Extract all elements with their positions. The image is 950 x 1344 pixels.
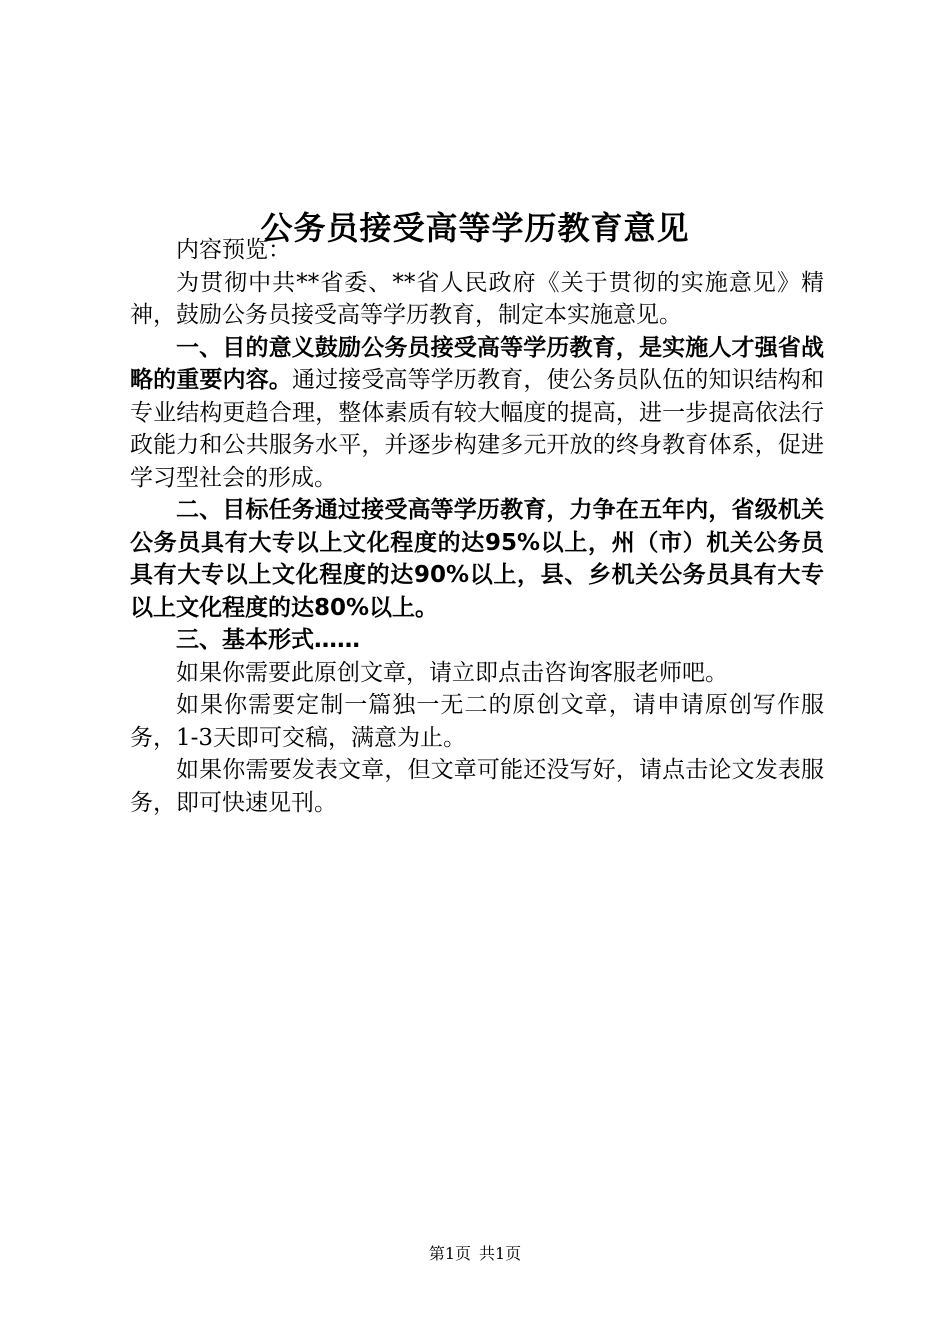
page-number: 第1页 — [428, 1244, 471, 1263]
promo-paragraph-2: 如果你需要定制一篇独一无二的原创文章，请申请原创写作服务，1-3天即可交稿，满意为止。 — [130, 692, 824, 751]
section-2-paragraph: 二、目标任务通过接受高等学历教育，力争在五年内，省级机关公务员具有大专以上文化程度的达95%以上，州（市）机关公务员具有大专以上文化程度的达90%以上，县、乡机关公务员具有大专以上文化程度的达80%以上。 — [130, 497, 824, 621]
section-1-body: 通过接受高等学历教育，使公务员队伍的知识结构和专业结构更趋合理，整体素质有较大幅度的提高，进一步提高依法行政能力和公共服务水平，并逐步构建多元开放的终身教育体系，促进学习型社会的形成。 — [130, 367, 825, 491]
page-footer — [0, 1243, 950, 1265]
intro-paragraph: 为贯彻中共**省委、**省人民政府《关于贯彻的实施意见》精神，鼓励公务员接受高等学历教育，制定本实施意见。 — [130, 269, 824, 328]
promo-paragraph-1: 如果你需要此原创文章，请立即点击咨询客服老师吧。 — [176, 659, 728, 686]
page-total: 共1页 — [479, 1244, 522, 1263]
section-1-paragraph — [130, 332, 824, 495]
document-body — [130, 234, 824, 819]
section-3-heading: 三、基本形式…… — [176, 627, 360, 653]
preview-label: 内容预览： — [176, 237, 291, 263]
promo-paragraph-3: 如果你需要发表文章，但文章可能还没写好，请点击论文发表服务，即可快速见刊。 — [130, 757, 824, 816]
page-title: 公务员接受高等学历教育意见 — [260, 209, 690, 248]
section-1-heading: 一、目的意义鼓励公务员接受高等学历教育，是实施人才强省战略的重要内容。 — [130, 334, 824, 393]
